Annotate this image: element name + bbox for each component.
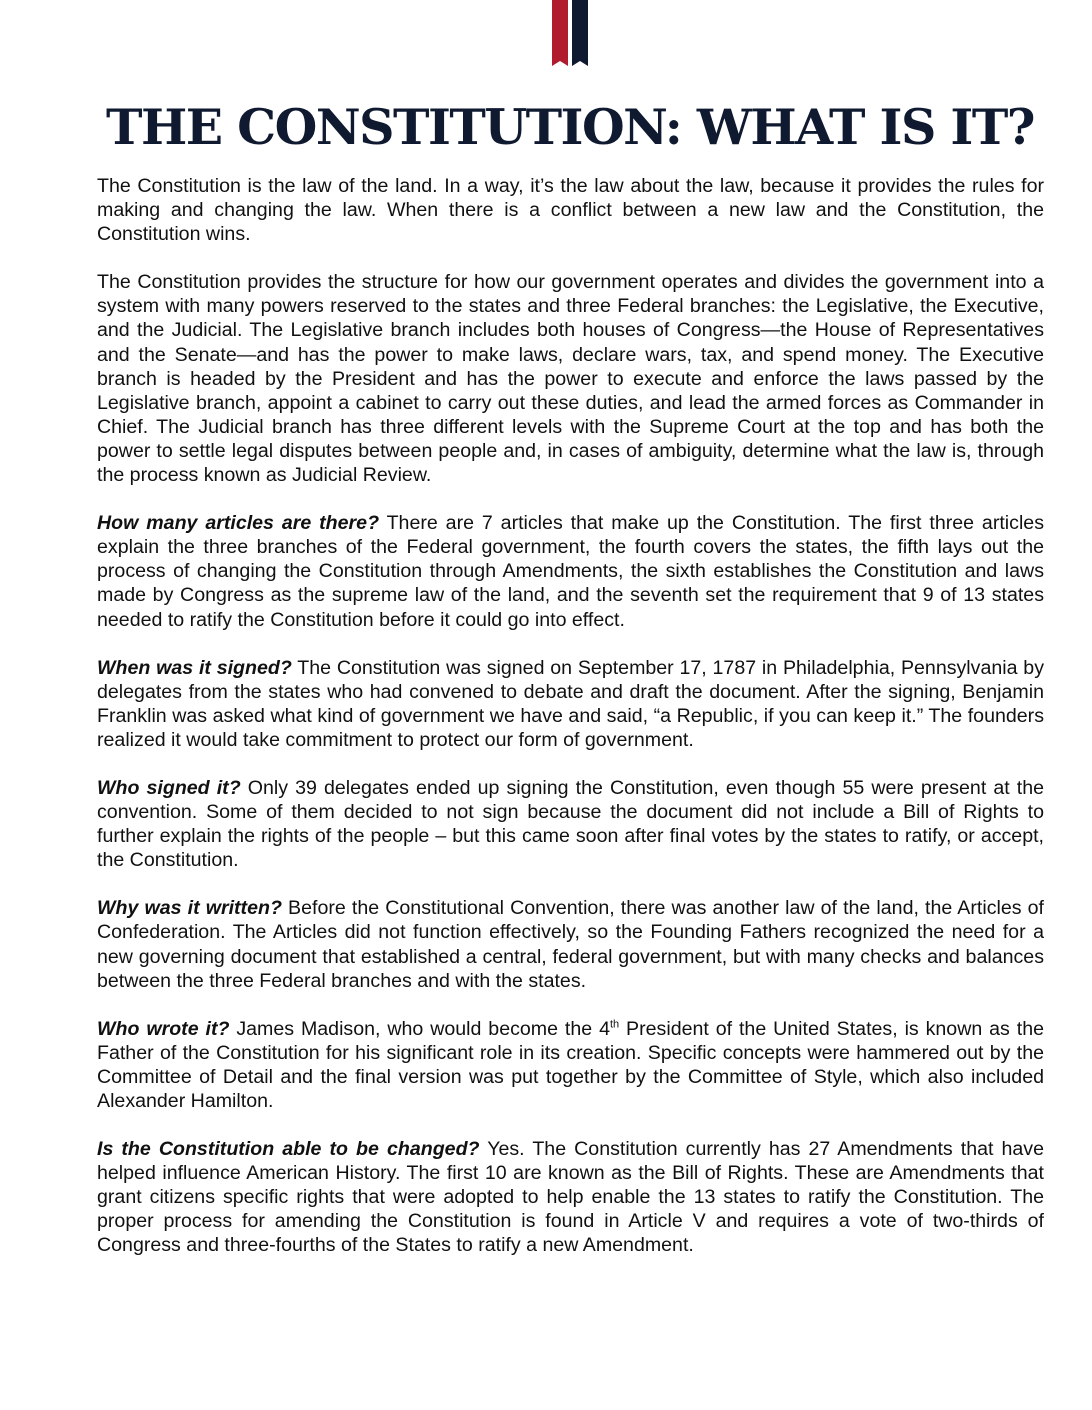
signed-when-paragraph [97,656,1044,752]
signed-who-paragraph [97,776,1044,872]
changed-answer: Yes. The Constitution currently has 27 Amendments that have helped influence American History. The first 10 are known as the Bill of Rights. These are Amendments that grant citizens specific rights that were adopted to help enable the 13 states to ratify the Constitution. The proper process for amending the Constitution is found in Article V and requires a vote of two-thirds of Congress and three-fourths of the States to ratify a new Amendment. [97,1138,1044,1257]
flag-ribbon-icon [552,0,588,70]
wrote-question: Who wrote it? [97,1017,230,1040]
signed-who-answer: Only 39 delegates ended up signing the Constitution, even though 55 were present at the convention. Some of them decided to not sign because the document did not include a Bill of Rights to further explain the rights of the people – but this came soon after final votes by the states to ratify, or accept, the Constitution. [97,776,1044,872]
changed-question: Is the Constitution able to be changed? [97,1138,480,1161]
why-paragraph [97,896,1044,992]
document-body [97,174,1044,1282]
signed-when-answer: The Constitution was signed on September 17, 1787 in Philadelphia, Pennsylvania by delegates from the states who had convened to debate and draft the document. After the signing, Benjamin Franklin was asked what kind of government we have and said, “a Republic, if you can keep it.” The founders realized it would take commitment to protect our form of government. [97,656,1044,751]
intro-paragraph: The Constitution is the law of the land. In a way, it’s the law about the law, because it provides the rules for making and changing the law. When there is a conflict between a new law and the Constitution, the Constitution wins. [97,175,1044,246]
why-question: Why was it written? [97,897,282,920]
articles-answer: There are 7 articles that make up the Constitution. The first three articles explain the three branches of the Federal government, the fourth covers the states, the fifth lays out the process of changing the Constitution through Amendments, the sixth establishes the Constitution and laws made by Congress as the supreme law of the land, and the seventh set the requirement that 9 of 13 states needed to ratify the Constitution before it could go into effect. [97,512,1044,631]
why-answer: Before the Constitutional Convention, there was another law of the land, the Articles of Confederation. The Articles did not function effectively, so the Founding Fathers recognized the need for a new governing document that established a central, federal government, but with many checks and balances between the three Federal branches and with the states. [97,897,1045,992]
wrote-answer-start: James Madison, who would become the 4 [236,1017,610,1040]
wrote-paragraph [97,1017,1044,1113]
articles-question: How many articles are there? [97,512,380,535]
ordinal-suffix: th [609,1018,620,1031]
signed-when-question: When was it signed? [97,656,292,679]
articles-paragraph [97,511,1044,631]
wrote-answer-end: President of the United States, is known as the Father of the Constitution for his significant role in its creation. Specific concepts were hammered out by the Committee of Detail and the final version was put together by the Committee of Style, which also included Alexander Hamilton. [97,1017,1044,1112]
structure-paragraph: The Constitution provides the structure for how our government operates and divides the government into a system with many powers reserved to the states and three Federal branches: the Legislative, the Executive, and the Judicial. The Legislative branch includes both houses of Congress—the House of Representatives and the Senate—and has the power to make laws, declare wars, tax, and spend money. The Executive branch is headed by the President and has the power to execute and enforce the laws passed by the Legislative branch, appoint a cabinet to carry out these duties, and lead the armed forces as Commander in Chief. The Judicial branch has three different levels with the Supreme Court at the top and has both the power to settle legal disputes between people and, in cases of ambiguity, determine what the law is, through the process known as Judicial Review. [97,271,1044,487]
changed-paragraph [97,1137,1044,1257]
page-title: THE CONSTITUTION: WHAT IS IT? [105,98,1034,156]
signed-who-question: Who signed it? [97,776,241,799]
